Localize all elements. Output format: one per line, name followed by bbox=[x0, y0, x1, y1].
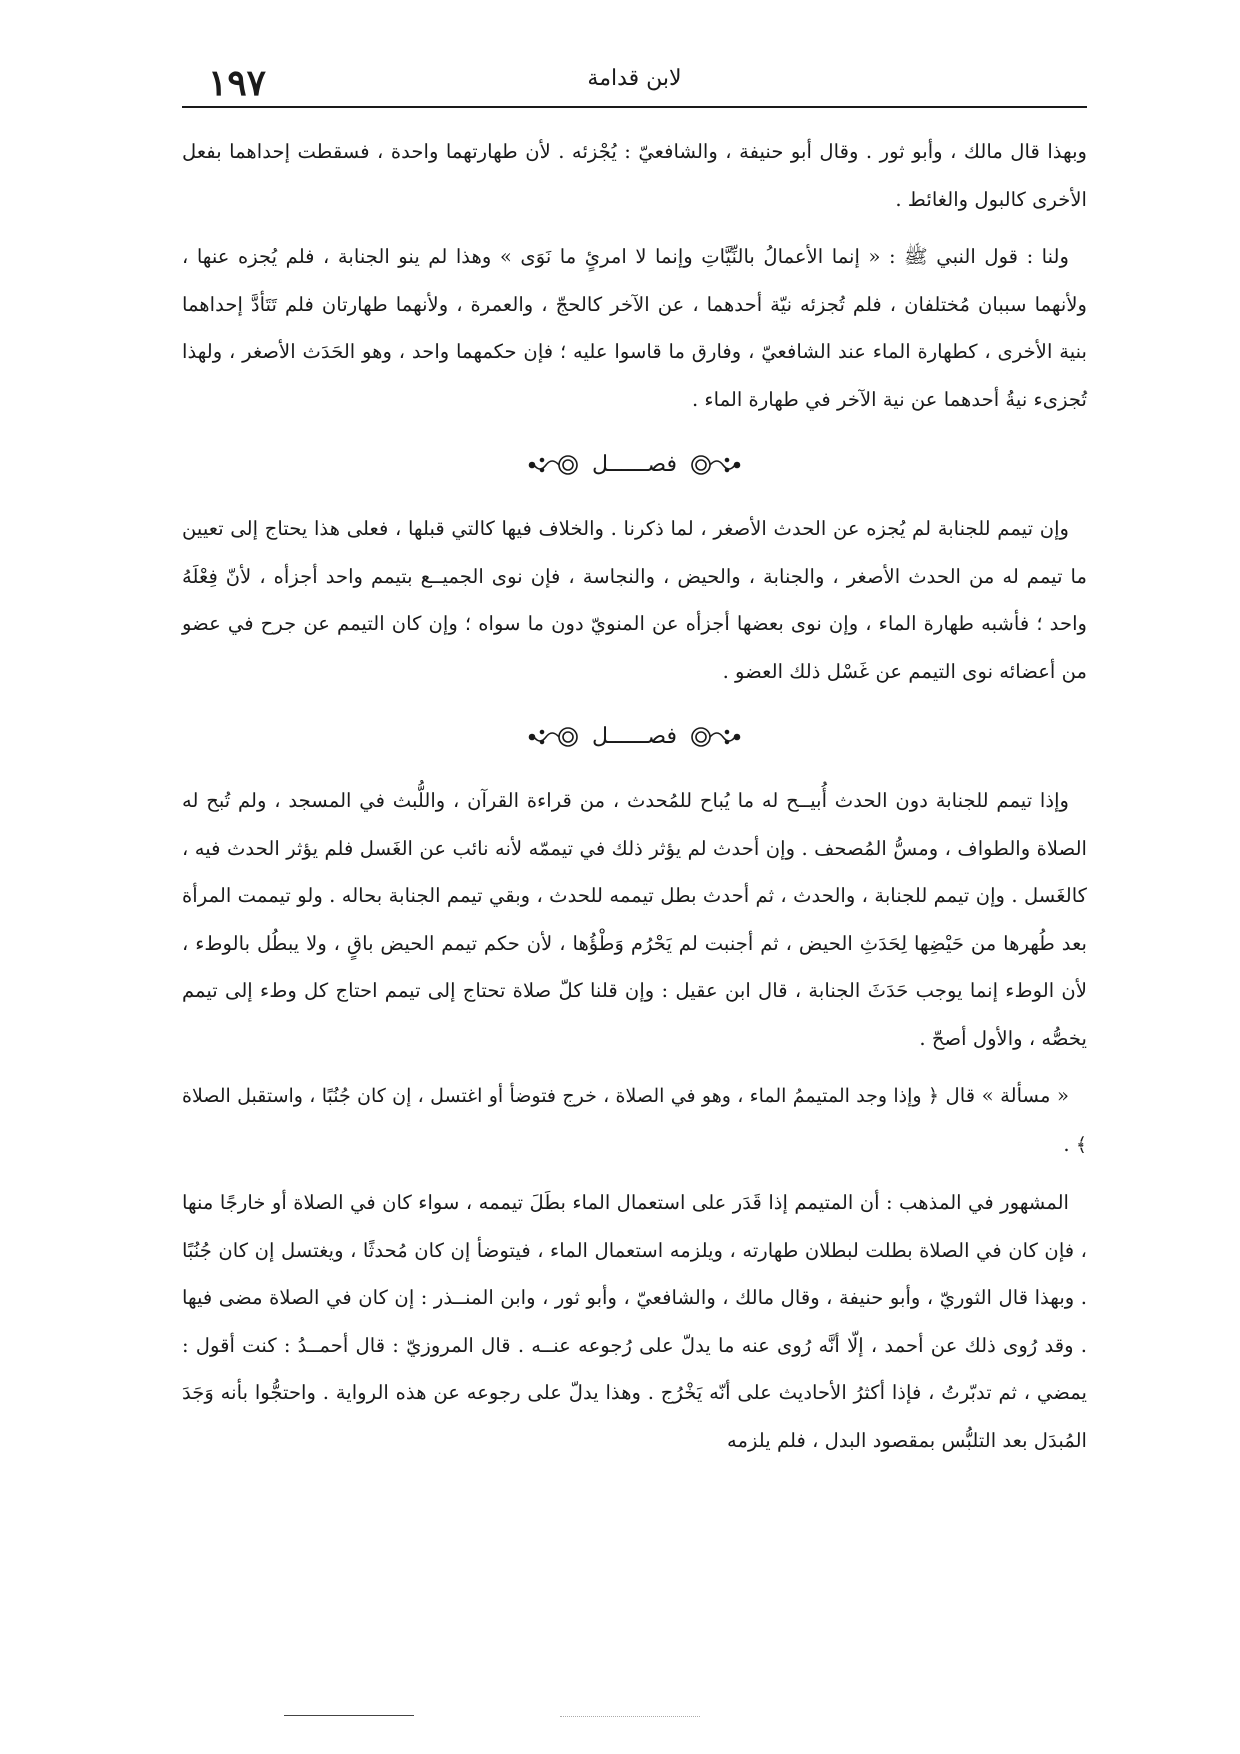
paragraph: ولنا : قول النبي ﷺ : « إنما الأعمالُ بالنِّيَّاتِ وإنما لا امرئٍ ما نَوَى » وهذا لم ينو الجنابة ، فلم يُجزه عنها ، ولأنهما سببان مُختلفان ، فلم تُجزئه نيّة أحدهما ، عن الآخر كالحجّ ، والعمرة ، ولأنهما طهارتان فلم تَتَأدَّ إحداهما بنية الأخرى ، كطهارة الماء عند الشافعيّ ، وفارق ما قاسوا عليه ؛ فإن حكمهما واحد ، وهو الحَدَث الأصغر ، ولهذا تُجزىء نيةُ أحدهما عن نية الآخر في طهارة الماء . bbox=[182, 245, 1087, 411]
paragraph: وبهذا قال مالك ، وأبو ثور . وقال أبو حنيفة ، والشافعيّ : يُجْزئه . لأن طهارتهما واحدة ، فسقطت إحداهما بفعل الأخرى كالبول والغائط . bbox=[182, 140, 1087, 211]
footer-divider bbox=[560, 1716, 700, 1717]
ornament-icon bbox=[687, 451, 743, 479]
section-heading-fasl bbox=[182, 717, 1087, 757]
ornament-icon bbox=[687, 723, 743, 751]
paragraph: المشهور في المذهب : أن المتيمم إذا قَدَر على استعمال الماء بطَلَ تيممه ، سواء كان في الصلاة أو خارجًا منها ، فإن كان في الصلاة بطلت لبطلان طهارته ، ويلزمه استعمال الماء ، فيتوضأ إن كان مُحدثًا ، ويغتسل إن كان جُنُبًا . وبهذا قال الثوريّ ، وأبو حنيفة ، وقال مالك ، والشافعيّ ، وأبو ثور ، وابن المنــذر : إن كان في الصلاة مضى فيها . وقد رُوى ذلك عن أحمد ، إلّا أنَّه رُوى عنه ما يدلّ على رُجوعه عنــه . قال المروزيّ : قال أحمــدُ : كنت أقول : يمضي ، ثم تدبّرتُ ، فإذا أكثرُ الأحاديث على أنّه يَخْرُج . وهذا يدلّ على رجوعه عن هذه الرواية . واحتجُّوا بأنه وَجَدَ المُبدَل بعد التلبُّس بمقصود البدل ، فلم يلزمه bbox=[182, 1191, 1087, 1452]
ornament-icon bbox=[526, 451, 582, 479]
body-text bbox=[182, 128, 1087, 1464]
masala-quote: ﴿ وإذا وجد المتيممُ الماء ، وهو في الصلاة ، خرج فتوضأ أو اغتسل ، إن كان جُنُبًا ، واستقبل الصلاة ﴾ bbox=[182, 1085, 1087, 1156]
ornament-icon bbox=[526, 723, 582, 751]
page-header bbox=[182, 62, 1087, 102]
section-heading-label: فصــــــل bbox=[592, 452, 677, 478]
header-rule bbox=[182, 106, 1087, 108]
section-heading-fasl bbox=[182, 445, 1087, 485]
masala-closing: . bbox=[1063, 1132, 1070, 1156]
running-title: لابن قدامة bbox=[587, 66, 682, 91]
masala-paragraph bbox=[182, 1072, 1087, 1169]
paragraph: وإن تيمم للجنابة لم يُجزه عن الحدث الأصغر ، لما ذكرنا . والخلاف فيها كالتي قبلها ، فعلى هذا يحتاج إلى تعيين ما تيمم له من الحدث الأصغر ، والجنابة ، والحيض ، والنجاسة ، فإن نوى الجميــع بتيمم واحد أجزأه ، لأنّ فِعْلَهُ واحد ؛ فأشبه طهارة الماء ، وإن نوى بعضها أجزأه عن المنويّ دون ما سواه ؛ وإن كان التيمم عن جرح في عضو من أعضائه نوى التيمم عن غَسْل ذلك العضو . bbox=[182, 517, 1087, 683]
paragraph: وإذا تيمم للجنابة دون الحدث أُبيــح له ما يُباح للمُحدث ، من قراءة القرآن ، واللُّبث في المسجد ، ولم تُبح له الصلاة والطواف ، ومسُّ المُصحف . وإن أحدث لم يؤثر ذلك في تيممّه لأنه نائب عن الغَسل فلم يؤثر الحدث فيه ، كالغَسل . وإن تيمم للجنابة ، والحدث ، ثم أحدث بطل تيممه للحدث ، وبقي تيمم الجنابة بحاله . ولو تيممت المرأة بعد طُهرها من حَيْضِها لِحَدَثِ الحيض ، ثم أجنبت لم يَحْرُم وَطْؤُها ، لأن حكم تيمم الحيض باقٍ ، ولا يبطُل بالوطء ، لأن الوطء إنما يوجب حَدَثَ الجنابة ، قال ابن عقيل : وإن قلنا كلّ صلاة تحتاج إلى تيمم احتاج كل وطء إلى تيمم يخصُّه ، والأول أصحّ . bbox=[182, 789, 1087, 1050]
section-heading-label: فصــــــل bbox=[592, 724, 677, 750]
page-number: ١٩٧ bbox=[208, 62, 267, 104]
footer-rule bbox=[284, 1715, 414, 1716]
masala-opening: « مسألة » قال bbox=[945, 1084, 1069, 1107]
